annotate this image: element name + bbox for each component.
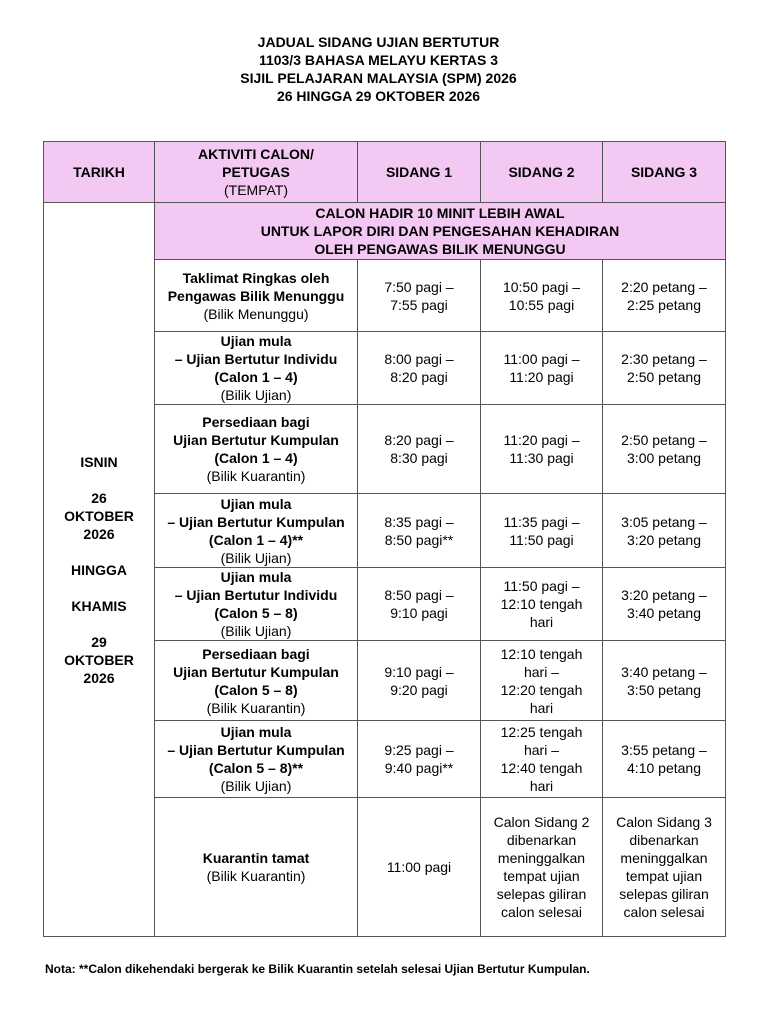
time-text: Calon Sidang 2 [493, 814, 590, 830]
notice-line-3: OLEH PENGAWAS BILIK MENUNGGU [314, 241, 566, 257]
activity-title: (Calon 1 – 4) [214, 450, 298, 466]
activity-title: Ujian mula [220, 495, 292, 512]
activity-place: (Bilik Ujian) [220, 387, 292, 403]
sidang-2-time [481, 332, 603, 405]
time-text: hari [529, 778, 554, 794]
activity-title: – Ujian Bertutur Individu [174, 351, 338, 367]
activity-title: Ujian mula [220, 724, 292, 740]
sidang-3-time [603, 798, 726, 937]
time-text: 3:05 petang – [621, 513, 707, 530]
time-text: 8:50 pagi** [384, 531, 454, 548]
time-text: 2:30 petang – [621, 351, 707, 367]
header-aktiviti [155, 142, 358, 203]
activity-cell [155, 405, 358, 494]
activity-title: (Calon 1 – 4)** [208, 531, 304, 548]
time-text: 8:20 pagi [390, 369, 448, 385]
activity-title: Taklimat Ringkas oleh [182, 269, 330, 286]
sidang-2-time [481, 494, 603, 568]
time-text: Calon Sidang 3 [616, 814, 712, 830]
time-text: 3:40 petang [627, 605, 701, 621]
date-date-start: 26 [91, 489, 107, 506]
sidang-2-time [481, 260, 603, 332]
time-text: 2:50 petang [627, 369, 701, 385]
sidang-2-time [481, 798, 603, 937]
activity-title: – Ujian Bertutur Individu [174, 587, 338, 603]
sidang-1-time [358, 641, 481, 721]
sidang-3-time [603, 494, 726, 568]
activity-title: Ujian Bertutur Kumpulan [173, 432, 339, 448]
date-month-start: OKTOBER [64, 507, 134, 524]
activity-place: (Bilik Menunggu) [203, 305, 309, 322]
activity-title: Ujian mula [220, 569, 292, 585]
date-hingga: HINGGA [71, 561, 127, 578]
notice-cell [155, 203, 726, 260]
sidang-2-time [481, 721, 603, 798]
header-sidang-1: SIDANG 1 [358, 142, 481, 203]
title-line-2: 1103/3 BAHASA MELAYU KERTAS 3 [258, 52, 499, 68]
sidang-3-time [603, 641, 726, 721]
sidang-3-time [603, 260, 726, 332]
activity-place: (Bilik Ujian) [220, 623, 292, 639]
time-text: meninggalkan [620, 850, 708, 866]
sidang-3-time [603, 405, 726, 494]
activity-cell [155, 798, 358, 937]
document-title [0, 33, 757, 105]
time-text: 3:40 petang – [621, 663, 707, 680]
date-day-end: KHAMIS [71, 597, 127, 614]
header-aktiviti-line-3: (TEMPAT) [223, 182, 289, 198]
time-text: 9:20 pagi [390, 681, 448, 698]
time-text: 10:50 pagi – [502, 278, 581, 295]
time-text: selepas giliran [496, 886, 587, 902]
sidang-1-time [358, 260, 481, 332]
sidang-2-time [481, 405, 603, 494]
activity-place: (Bilik Kuarantin) [206, 468, 306, 484]
time-text: 12:25 tengah [500, 724, 583, 740]
time-text: 11:50 pagi [509, 531, 574, 548]
sidang-1-time [358, 332, 481, 405]
time-text: 8:50 pagi – [384, 587, 454, 603]
time-text: 11:50 pagi – [503, 578, 580, 594]
activity-title: Kuarantin tamat [202, 850, 310, 866]
date-day-start: ISNIN [80, 453, 118, 470]
time-text: 3:50 petang [627, 681, 701, 698]
time-text: 4:10 petang [627, 760, 701, 776]
time-text: hari [529, 699, 554, 716]
activity-title: (Calon 5 – 8)** [208, 760, 304, 776]
sidang-1-time [358, 405, 481, 494]
time-text: 11:20 pagi – [503, 432, 580, 448]
time-text: 7:50 pagi – [384, 278, 454, 295]
activity-title: – Ujian Bertutur Kumpulan [167, 513, 345, 530]
time-text: tempat ujian [503, 868, 580, 884]
title-line-3: SIJIL PELAJARAN MALAYSIA (SPM) 2026 [240, 70, 517, 86]
time-text: 11:20 pagi [509, 369, 574, 385]
date-cell [44, 203, 155, 937]
notice-line-1: CALON HADIR 10 MINIT LEBIH AWAL [315, 205, 565, 221]
time-text: 8:35 pagi – [384, 513, 454, 530]
sidang-3-time [603, 721, 726, 798]
sidang-1-time [358, 494, 481, 568]
time-text: 12:10 tengah [500, 596, 583, 612]
time-text: 3:00 petang [627, 450, 701, 466]
title-line-4: 26 HINGGA 29 OKTOBER 2026 [276, 88, 481, 104]
activity-title: – Ujian Bertutur Kumpulan [167, 742, 345, 758]
activity-cell [155, 332, 358, 405]
time-text: 11:00 pagi – [503, 351, 580, 367]
header-row [44, 142, 726, 203]
sidang-2-time [481, 568, 603, 641]
time-text: 11:35 pagi – [503, 513, 580, 530]
date-year-end: 2026 [83, 669, 115, 686]
time-text: 8:20 pagi – [384, 432, 454, 448]
notice-line-2: UNTUK LAPOR DIRI DAN PENGESAHAN KEHADIRAN [260, 223, 620, 239]
header-tarikh: TARIKH [44, 142, 155, 203]
time-text: selepas giliran [619, 886, 709, 902]
activity-title: Ujian Bertutur Kumpulan [173, 663, 339, 680]
time-text: 3:20 petang – [621, 587, 707, 603]
activity-title: (Calon 5 – 8) [214, 681, 298, 698]
date-year-start: 2026 [83, 525, 115, 542]
activity-title: Persediaan bagi [202, 645, 310, 662]
time-text: 11:30 pagi [509, 450, 574, 466]
time-text: tempat ujian [625, 868, 703, 884]
time-text: dibenarkan [629, 832, 699, 848]
time-text: meninggalkan [497, 850, 586, 866]
sidang-2-time [481, 641, 603, 721]
time-text: 9:40 pagi** [384, 760, 454, 776]
time-text: 9:25 pagi – [384, 742, 454, 758]
activity-title: Ujian mula [220, 333, 292, 349]
time-text: 9:10 pagi [390, 605, 448, 621]
time-text: hari – [523, 663, 560, 680]
time-text: 3:20 petang [627, 531, 701, 548]
activity-place: (Bilik Ujian) [220, 778, 292, 794]
activity-cell [155, 260, 358, 332]
time-text: hari [529, 614, 554, 630]
time-text: calon selesai [623, 904, 705, 920]
time-text: 11:00 pagi [386, 859, 452, 875]
activity-cell [155, 641, 358, 721]
sidang-1-time [358, 798, 481, 937]
sidang-3-time [603, 568, 726, 641]
time-text: 7:55 pagi [390, 296, 448, 313]
time-text: hari – [523, 742, 560, 758]
time-text: 8:00 pagi – [384, 351, 454, 367]
activity-place: (Bilik Ujian) [220, 549, 292, 566]
header-aktiviti-line-2: PETUGAS [222, 164, 290, 180]
activity-cell [155, 568, 358, 641]
activity-cell [155, 494, 358, 568]
title-line-1: JADUAL SIDANG UJIAN BERTUTUR [257, 34, 500, 50]
sidang-1-time [358, 568, 481, 641]
time-text: 10:55 pagi [508, 296, 575, 313]
sidang-3-time [603, 332, 726, 405]
activity-title: Persediaan bagi [202, 414, 310, 430]
footnote: Nota: **Calon dikehendaki bergerak ke Bilik Kuarantin setelah selesai Ujian Bertutur Kumpulan. [45, 962, 590, 976]
activity-title: Pengawas Bilik Menunggu [167, 287, 345, 304]
header-sidang-3: SIDANG 3 [603, 142, 726, 203]
date-month-end: OKTOBER [64, 651, 134, 668]
time-text: 12:20 tengah [500, 681, 583, 698]
time-text: 12:10 tengah [500, 645, 583, 662]
header-aktiviti-line-1: AKTIVITI CALON/ [198, 146, 314, 162]
time-text: 2:25 petang [627, 296, 701, 313]
time-text: 2:50 petang – [621, 432, 707, 448]
time-text: calon selesai [501, 904, 582, 920]
time-text: 9:10 pagi – [384, 663, 454, 680]
activity-place: (Bilik Kuarantin) [206, 868, 306, 884]
time-text: 12:40 tengah [500, 760, 583, 776]
activity-place: (Bilik Kuarantin) [206, 699, 306, 716]
notice-row [44, 203, 726, 260]
sidang-1-time [358, 721, 481, 798]
activity-cell [155, 721, 358, 798]
activity-title: (Calon 1 – 4) [214, 369, 298, 385]
time-text: dibenarkan [506, 832, 577, 848]
time-text: 8:30 pagi [390, 450, 448, 466]
header-sidang-2: SIDANG 2 [481, 142, 603, 203]
time-text: 2:20 petang – [621, 278, 707, 295]
time-text: 3:55 petang – [621, 742, 707, 758]
activity-title: (Calon 5 – 8) [214, 605, 298, 621]
schedule-table [43, 141, 726, 937]
date-date-end: 29 [91, 633, 107, 650]
